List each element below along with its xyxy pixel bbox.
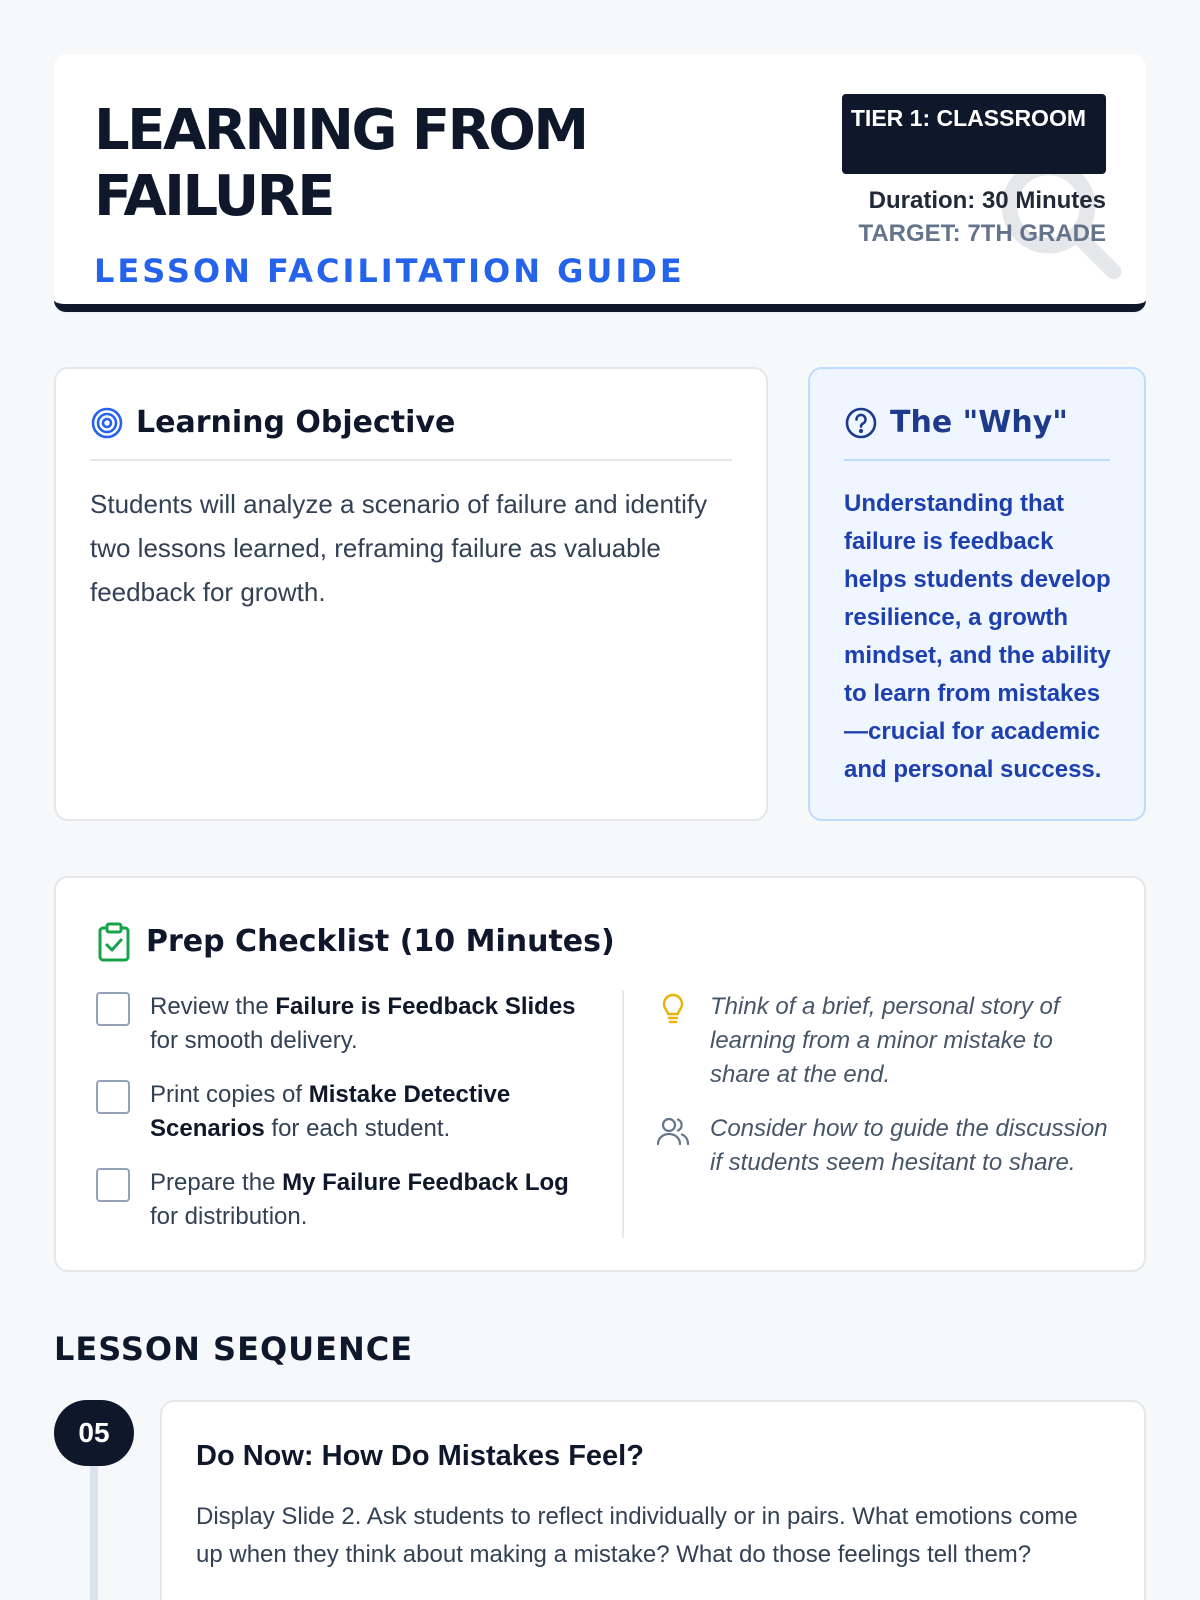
checklist-item-text: Prepare the My Failure Feedback Log for distribution.: [150, 1169, 569, 1230]
why-heading: The "Why": [890, 405, 1068, 440]
facilitator-tips: [656, 990, 1116, 1200]
checklist-divider: [622, 990, 624, 1238]
why-card: [808, 367, 1146, 821]
prep-checklist: [96, 990, 596, 1254]
target-icon: [90, 406, 124, 440]
step-number-badge: 05: [54, 1400, 134, 1466]
question-circle-icon: [844, 406, 878, 440]
prep-checklist-heading: Prep Checklist (10 Minutes): [146, 924, 615, 959]
why-text: Understanding that failure is feedback helps students develop resilience, a growth mindset, and the ability to learn from mistakes—crucial for academic and personal success.: [844, 490, 1111, 783]
learning-objective-card: [54, 367, 768, 821]
checklist-item-text: Print copies of Mistake Detective Scenarios for each student.: [150, 1081, 511, 1142]
why-header: [844, 399, 1110, 461]
step-title: Do Now: How Do Mistakes Feel?: [196, 1440, 644, 1472]
duration-label: Duration: 30 Minutes: [868, 187, 1106, 214]
checklist-item[interactable]: [96, 1166, 596, 1234]
learning-objective-heading: Learning Objective: [136, 405, 456, 440]
step-description: Display Slide 2. Ask students to reflect individually or in pairs. What emotions come up when they think about making a mistake? What do those feelings tell them?: [196, 1503, 1078, 1568]
checkbox[interactable]: [96, 1168, 130, 1202]
clipboard-check-icon: [96, 922, 132, 962]
target-grade-label: TARGET: 7TH GRADE: [858, 220, 1106, 247]
lightbulb-icon: [656, 992, 690, 1026]
tip-text: Consider how to guide the discussion if students seem hesitant to share.: [710, 1115, 1108, 1176]
page-title: LEARNING FROM FAILURE: [94, 98, 587, 229]
prep-checklist-card: [54, 876, 1146, 1272]
checkbox[interactable]: [96, 1080, 130, 1114]
tip-item: [656, 990, 1116, 1092]
tip-item: [656, 1112, 1116, 1180]
users-icon: [656, 1114, 690, 1148]
checklist-item[interactable]: [96, 990, 596, 1058]
tier-badge: TIER 1: CLASSROOM: [842, 94, 1106, 174]
tip-text: Think of a brief, personal story of learning from a minor mistake to share at the end.: [710, 993, 1060, 1088]
lesson-header: [54, 54, 1146, 312]
checkbox[interactable]: [96, 992, 130, 1026]
checklist-item-text: Review the Failure is Feedback Slides for smooth delivery.: [150, 993, 576, 1054]
lesson-step-card: [160, 1400, 1146, 1600]
learning-objective-header: [90, 399, 732, 461]
page-subtitle: LESSON FACILITATION GUIDE: [94, 252, 685, 290]
checklist-item[interactable]: [96, 1078, 596, 1146]
lesson-sequence-heading: LESSON SEQUENCE: [54, 1330, 414, 1368]
learning-objective-text: Students will analyze a scenario of failure and identify two lessons learned, reframing failure as valuable feedback for growth.: [90, 489, 708, 607]
prep-checklist-header: [96, 918, 1110, 980]
